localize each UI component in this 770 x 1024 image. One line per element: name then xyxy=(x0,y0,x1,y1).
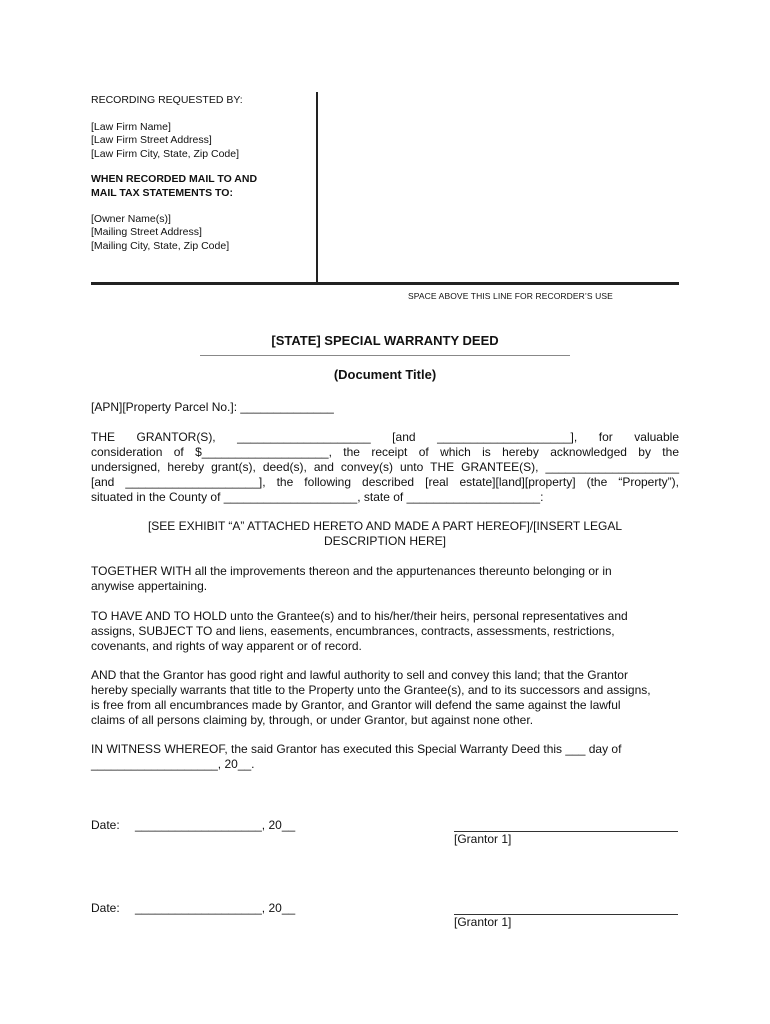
exhibit-note xyxy=(91,519,679,549)
exhibit-line-2: DESCRIPTION HERE] xyxy=(323,534,446,548)
to-have-line-1: TO HAVE AND TO HOLD unto the Grantee(s) and to his/her/their heirs, personal representatives and xyxy=(91,609,628,623)
witness-line-2: ___________________, 20__. xyxy=(91,757,255,771)
warranty-line-2: hereby specially warrants that title to the Property unto the Grantee(s), and to its successors and assigns, xyxy=(91,683,651,697)
mail-to-label-line2: MAIL TAX STATEMENTS TO: xyxy=(91,186,233,199)
recorder-note: SPACE ABOVE THIS LINE FOR RECORDER’S USE xyxy=(408,291,613,301)
recorder-space-divider xyxy=(91,282,679,285)
grantor-line-2: consideration of $___________________, the receipt of which is hereby acknowledged by the xyxy=(91,445,679,459)
mail-to-label-line1: WHEN RECORDED MAIL TO AND xyxy=(91,173,258,186)
document-title-caption: (Document Title) xyxy=(333,367,437,382)
header-vertical-divider xyxy=(316,92,318,282)
exhibit-line-1: [SEE EXHIBIT “A” ATTACHED HERETO AND MADE A PART HEREOF]/[INSERT LEGAL xyxy=(147,519,623,533)
signature-1-date-label: Date: xyxy=(91,818,120,832)
together-line-1: TOGETHER WITH all the improvements thereon and the appurtenances thereunto belonging or in xyxy=(91,564,612,578)
law-firm-city: [Law Firm City, State, Zip Code] xyxy=(91,147,240,160)
recording-block xyxy=(91,94,317,253)
warranty-line-1: AND that the Grantor has good right and lawful authority to sell and convey this land; that the Grantor xyxy=(91,668,628,682)
owner-name: [Owner Name(s)] xyxy=(91,212,171,225)
owner-city: [Mailing City, State, Zip Code] xyxy=(91,239,230,252)
grantor-line-3: undersigned, hereby grant(s), deed(s), and convey(s) unto THE GRANTEE(S), ____________________ xyxy=(91,460,679,474)
witness-paragraph xyxy=(91,742,679,772)
to-have-paragraph xyxy=(91,609,679,654)
recording-requested-label: RECORDING REQUESTED BY: xyxy=(91,94,243,106)
together-with-paragraph xyxy=(91,564,679,594)
owner-street: [Mailing Street Address] xyxy=(91,226,202,239)
law-firm-street: [Law Firm Street Address] xyxy=(91,134,212,147)
together-line-2: anywise appertaining. xyxy=(91,579,208,593)
grantor-paragraph xyxy=(91,430,679,505)
document-heading: [STATE] SPECIAL WARRANTY DEED xyxy=(271,333,499,348)
title-underline xyxy=(200,355,570,357)
witness-line-1: IN WITNESS WHEREOF, the said Grantor has executed this Special Warranty Deed this ___ day of xyxy=(91,742,622,756)
signature-1-date-value[interactable]: ___________________, 20__ xyxy=(135,818,296,832)
signature-2-date-value[interactable]: ___________________, 20__ xyxy=(135,901,296,915)
warranty-paragraph xyxy=(91,668,679,728)
to-have-line-3: covenants, and rights of way apparent or of record. xyxy=(91,639,362,653)
grantor-line-1: THE GRANTOR(S), ____________________ [and ____________________], for valuable xyxy=(91,430,679,444)
grantor-line-5: situated in the County of ____________________, state of ____________________: xyxy=(91,490,544,504)
signature-2-date-label: Date: xyxy=(91,901,120,915)
signature-1-name: [Grantor 1] xyxy=(454,832,512,846)
to-have-line-2: assigns, SUBJECT TO and liens, easements, encumbrances, contracts, assessments, restrictions, xyxy=(91,624,615,638)
apn-line: [APN][Property Parcel No.]: ______________ xyxy=(91,400,334,414)
law-firm-name: [Law Firm Name] xyxy=(91,120,171,133)
grantor-line-4: [and ____________________], the following described [real estate][land][property] (the “Property”), xyxy=(91,475,679,489)
warranty-line-4: claims of all persons claiming by, through, or under Grantor, but against none other. xyxy=(91,713,534,727)
signature-2-name: [Grantor 1] xyxy=(454,915,512,929)
warranty-line-3: is free from all encumbrances made by Grantor, and Grantor will defend the same against the lawful xyxy=(91,698,621,712)
